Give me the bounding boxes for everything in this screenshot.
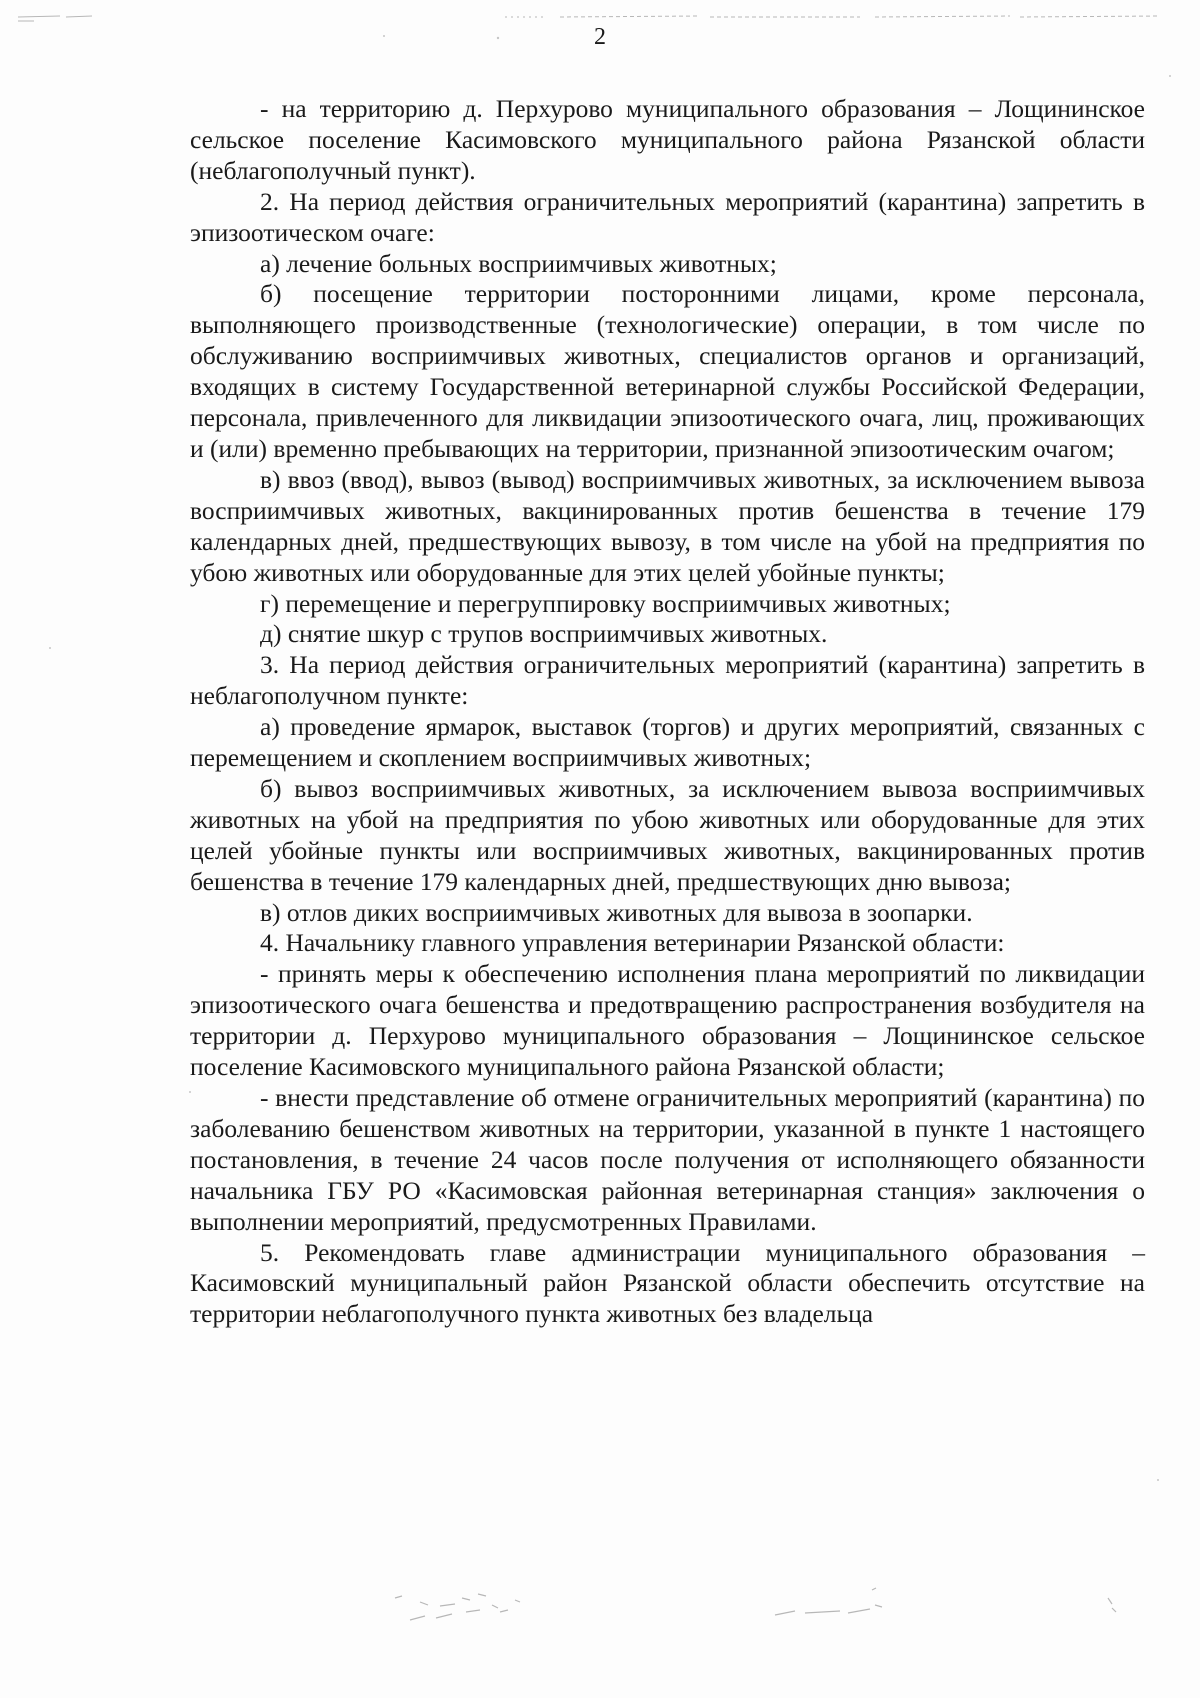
list-item-2b: б) посещение территории посторонними лицами, кроме персонала, выполняющего производственные (технологические) операции, в том числе по обслуживанию восприимчивых животных, специалистов органов и организаций, входящих в систему Государственной ветеринарной службы Российской Федерации, персонала, привлеченного для ликвидации эпизоотического очага, лиц, проживающих и (или) временно пребывающих на территории, признанной эпизоотическим очагом;	[190, 279, 1145, 463]
paragraph-5-recommendation: 5. Рекомендовать главе администрации муниципального образования – Касимовский муниципальный район Рязанской области обеспечить отсутствие на территории неблагополучного пункта животных без владельца	[190, 1237, 1145, 1329]
list-item-2d: д) снятие шкур с трупов восприимчивых животных.	[260, 619, 828, 649]
paragraph-territory: - на территорию д. Перхурово муниципального образования – Лощининское сельское поселение Касимовского муниципального района Рязанской области (неблагополучный пункт).	[190, 94, 1145, 185]
paragraph-3-point-prohibitions: 3. На период действия ограничительных мероприятий (карантина) запретить в неблагополучном пункте:	[190, 650, 1145, 711]
signature-stamp-marks	[395, 1588, 1116, 1620]
list-item-2v: в) ввоз (ввод), вывоз (вывод) восприимчивых животных, за исключением вывоза восприимчивых животных, вакцинированных против бешенства в течение 179 календарных дней, предшествующих вывозу, в том числе на убой на предприятия по убою животных или оборудованные для этих целей убойные пункты;	[190, 464, 1145, 587]
list-item-2a: а) лечение больных восприимчивых животных;	[260, 248, 777, 278]
document-body	[190, 94, 1145, 1330]
list-item-3v: в) отлов диких восприимчивых животных для вывоза в зоопарки.	[260, 897, 973, 927]
list-item-3a: а) проведение ярмарок, выставок (торгов) и других мероприятий, связанных с перемещением и скоплением восприимчивых животных;	[190, 712, 1145, 773]
list-item-4-submission: - внести представление об отмене ограничительных мероприятий (карантина) по заболеванию бешенством животных на территории, указанной в пункте 1 настоящего постановления, в течение 24 часов после получения от исполняющего обязанности начальника ГБУ РО «Касимовская районная ветеринарная станция» заключения о выполнении мероприятий, предусмотренных Правилами.	[190, 1083, 1145, 1236]
paragraph-4-veterinary-head: 4. Начальнику главного управления ветеринарии Рязанской области:	[260, 928, 1005, 958]
list-item-2g: г) перемещение и перегруппировку восприимчивых животных;	[260, 588, 951, 618]
list-item-3b: б) вывоз восприимчивых животных, за исключением вывоза восприимчивых животных на убой на предприятия по убою животных или оборудованные для этих целей убойные пункты или восприимчивых животных, вакцинированных против бешенства в течение 179 календарных дней, предшествующих дню вывоза;	[190, 773, 1145, 896]
page-number: 2	[594, 24, 606, 50]
paragraph-2-outbreak-prohibitions: 2. На период действия ограничительных мероприятий (карантина) запретить в эпизоотическом очаге:	[190, 186, 1145, 247]
list-item-4-measures: - принять меры к обеспечению исполнения плана мероприятий по ликвидации эпизоотического очага бешенства и предотвращению распространения возбудителя на территории д. Перхурово муниципального образования – Лощининское сельское поселение Касимовского муниципального района Рязанской области;	[190, 959, 1145, 1082]
